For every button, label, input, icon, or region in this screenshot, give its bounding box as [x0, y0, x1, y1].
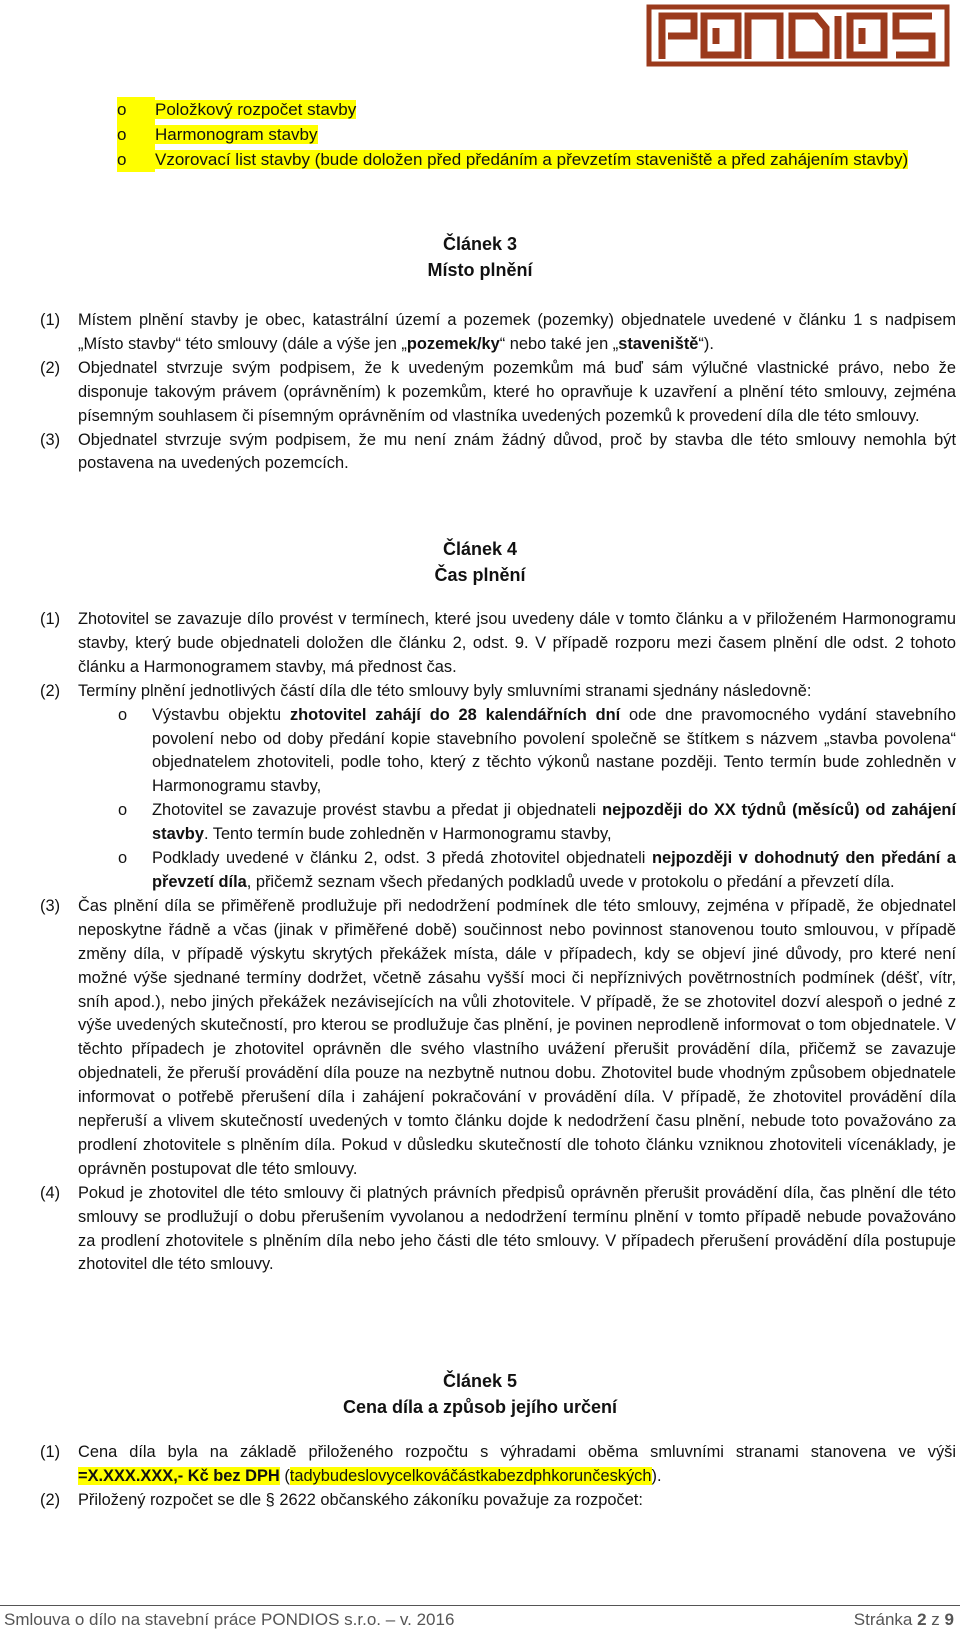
list-item-text: Položkový rozpočet stavby: [155, 100, 357, 119]
bullet-marker: o: [118, 801, 128, 820]
sub-item-text: Výstavbu objektu zhotovitel zahájí do 28 kalendářních dní ode dne pravomocného vydání stavebního povolení nebo od doby předání kopie stavebního povolení společně se štítkem s názvem „stavba povolena“ objednatelem zhotoviteli, podle toho, který z těchto výkonů nastane později. Tento termín bude zohledněn v Harmonogramu stavby,: [152, 705, 956, 796]
article-3-body: [40, 309, 956, 476]
paragraph-number: (1): [40, 311, 61, 329]
paragraph-text: Přiložený rozpočet se dle § 2622 občanského zákoníku považuje za rozpočet:: [78, 1490, 643, 1509]
article-4-subtitle: Čas plnění: [434, 565, 526, 585]
paragraph: [40, 357, 956, 429]
paragraph-text: Čas plnění díla se přiměřeně prodlužuje při nedodržení podmínek dle této smlouvy, zejména v případě, že objednatel neposkytne řádně a včas (jinak v přiměřené době) součinnost nebo povinnost stanovenou touto smlouvou, v případě změny díla, v případě výskytu skrytých překážek místa, dále v případech, kdy se objeví jiné důvody, pro které není možné výše sjednané termíny dodržet, včetně zásahu vyšší moci či nepříznivých povětrnostních podmínek (déšť, vítr, sníh apod.), nebo jiných překážek nezávisejících na vůli zhotovitele. V případě, že se zhotovitel dozví alespoň o jedné z výše uvedených skutečností, pro kterou se prodlužuje čas plnění, je povinen neprodleně informovat o tom objednatele. V těchto případech je zhotovitel oprávněn dle svého vlastního uvážení přerušit provádění díla, přičemž se zavazuje objednateli, že přeruší provádění díla pouze na nezbytně nutnou dobu. Zhotovitel bude vhodným způsobem objednatele informovat o potřebě přerušení díla i zahájení pokračování v provádění díla. V případě, že zhotovitel provádění díla nepřeruší a vlivem skutečností uvedených v tomto článku dojde k nedodržení času plnění, nebude toto považováno za prodlení zhotovitele s plněním díla. Pokud v důsledku skutečností dle tohoto článku vzniknou zhotoviteli vícenáklady, je oprávněn postupovat dle této smlouvy.: [78, 896, 956, 1178]
bullet-marker: o: [118, 705, 128, 724]
paragraph: [40, 429, 956, 477]
paragraph-text: Objednatel stvrzuje svým podpisem, že mu není znám žádný důvod, proč by stavba dle této smlouvy nemohla být postavena na uvedených pozemcích.: [78, 430, 956, 473]
article-3-subtitle: Místo plnění: [427, 260, 533, 280]
paragraph: [40, 1489, 956, 1513]
footer-page-number: Stránka 2 z 9: [853, 1610, 954, 1629]
bullet-marker: o: [117, 97, 155, 122]
paragraph-text: Termíny plnění jednotlivých částí díla dle této smlouvy byly smluvními stranami sjednány následovně:: [78, 681, 812, 700]
list-item: [117, 122, 947, 147]
paragraph-number: (1): [40, 610, 61, 628]
list-item-text: Vzorovací list stavby (bude doložen před předáním a převzetím staveniště a před zahájením stavby): [155, 150, 909, 169]
sub-item: [118, 704, 956, 800]
sub-item: [118, 847, 956, 895]
paragraph-number: (4): [40, 1183, 61, 1202]
article-4-title: Článek 4: [442, 539, 518, 559]
page-footer: [0, 1603, 960, 1633]
list-item-text: Harmonogram stavby: [155, 125, 318, 144]
sub-item-text: Podklady uvedené v článku 2, odst. 3 předá zhotovitel objednateli nejpozději v dohodnutý den předání a převzetí díla, přičemž seznam všech předaných podkladů uvede v protokolu o předání a převzetí díla.: [152, 849, 957, 891]
list-item: [117, 147, 947, 172]
paragraph-number: (3): [40, 430, 61, 449]
paragraph-text: Pokud je zhotovitel dle této smlouvy či platných právních předpisů oprávněn přerušit provádění díla, čas plnění dle této smlouvy se prodlužují o dobu přerušením vyvolanou a nedodržení termínu plnění v tomto případě nebude považováno za prodlení zhotovitele s plněním díla nebo jeho části dle této smlouvy. V případech přerušení provádění díla postupuje zhotovitel dle této smlouvy.: [78, 1183, 956, 1274]
paragraph-text: Místem plnění stavby je obec, katastrální území a pozemek (pozemky) objednatele uvedené v článku 1 s nadpisem „Místo stavby“ této smlouvy (dále a výše jen „pozemek/ky“ nebo také jen „staveniště“).: [78, 311, 956, 353]
paragraph: [40, 309, 956, 357]
attachments-list: [117, 97, 947, 172]
paragraph: [40, 895, 956, 1182]
paragraph: [40, 608, 956, 680]
article-5-title: Článek 5: [442, 1371, 518, 1391]
paragraph-number: (2): [40, 681, 61, 700]
paragraph: [40, 680, 956, 704]
article-4-body: [40, 608, 956, 1277]
paragraph: [40, 1182, 956, 1278]
footer-document-title: Smlouva o dílo na stavební práce PONDIOS s.r.o. – v. 2016: [4, 1610, 455, 1629]
sub-item-text: Zhotovitel se zavazuje provést stavbu a předat ji objednateli nejpozději do XX týdnů (měsíců) od zahájení stavby. Tento termín bude zohledněn v Harmonogramu stavby,: [152, 801, 956, 844]
bullet-marker: o: [117, 147, 155, 172]
paragraph: [40, 1441, 956, 1489]
article-5-body: [40, 1441, 956, 1513]
bullet-marker: o: [118, 849, 128, 868]
pondios-logo: [646, 4, 950, 67]
paragraph-text: Cena díla byla na základě přiloženého rozpočtu s výhradami oběma smluvními stranami stanovena ve výši =X.XXX.XXX,- Kč bez DPH (tadybudeslovycelkováčástkabezdphkorunčeských).: [78, 1443, 956, 1485]
paragraph-number: (2): [40, 358, 61, 377]
paragraph-number: (1): [40, 1443, 61, 1461]
bullet-marker: o: [117, 122, 155, 147]
footer-divider: [0, 1605, 960, 1606]
article-5-subtitle: Cena díla a způsob jejího určení: [342, 1397, 618, 1417]
paragraph-text: Objednatel stvrzuje svým podpisem, že k uvedeným pozemkům má buď sám výlučné vlastnické právo, nebo že disponuje takovým právem (oprávněním) k pozemkům, které ho opravňuje k uzavření a plnění této smlouvy, zejména písemným souhlasem či písemným oprávněním od vlastníka uvedených pozemků k provedení díla dle této smlouvy.: [78, 358, 956, 425]
paragraph-number: (2): [40, 1490, 61, 1509]
list-item: [117, 97, 947, 122]
paragraph-number: (3): [40, 896, 61, 915]
sub-item: [118, 799, 956, 847]
article-3-title: Článek 3: [442, 234, 518, 254]
paragraph-text: Zhotovitel se zavazuje dílo provést v termínech, které jsou uvedeny dále v tomto článku a v přiloženém Harmonogramu stavby, který bude objednateli doložen dle článku 2, odst. 9. V případě rozporu mezi časem plnění dle odst. 2 tohoto článku a Harmonogramem stavby, má přednost čas.: [78, 610, 956, 676]
